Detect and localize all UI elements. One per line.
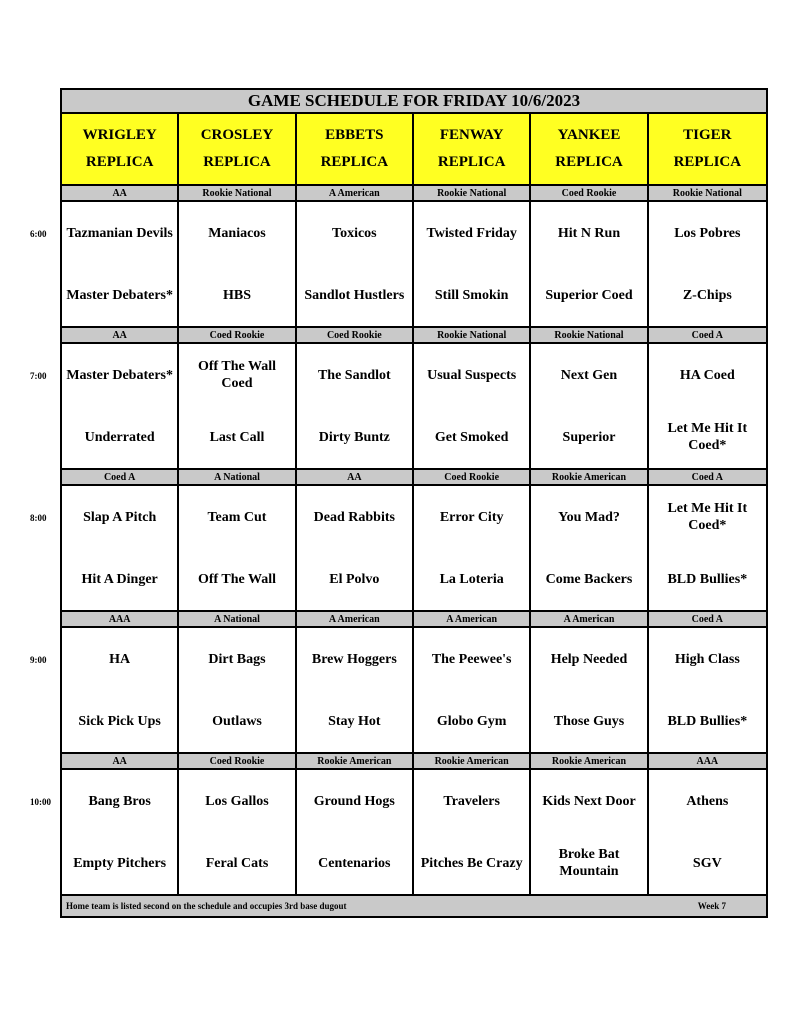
away-team: Brew Hoggers bbox=[311, 651, 397, 667]
division-label: A National bbox=[179, 612, 296, 626]
division-label: Coed A bbox=[62, 470, 179, 484]
game-cell bbox=[531, 628, 648, 752]
division-label: Rookie National bbox=[414, 186, 531, 200]
away-team: Los Gallos bbox=[205, 793, 269, 809]
division-label: AAA bbox=[696, 755, 719, 767]
division-label: Coed A bbox=[691, 329, 724, 341]
game-cell bbox=[414, 628, 531, 752]
division-row bbox=[62, 612, 766, 628]
away-team: Master Debaters* bbox=[66, 367, 173, 383]
game-cell bbox=[297, 344, 414, 468]
home-team: SGV bbox=[692, 855, 722, 871]
game-cell bbox=[414, 486, 531, 610]
division-label: Rookie National bbox=[531, 328, 648, 342]
away-team: Dead Rabbits bbox=[313, 509, 395, 525]
home-team: Dirty Buntz bbox=[318, 429, 390, 445]
week-label: Week 7 bbox=[697, 901, 726, 911]
division-label: Coed Rookie bbox=[179, 754, 296, 768]
game-cell bbox=[297, 770, 414, 894]
field-header-row bbox=[60, 114, 768, 186]
field-header bbox=[297, 114, 414, 186]
time-slot-block bbox=[30, 470, 768, 612]
game-row bbox=[62, 770, 766, 896]
away-team: Tazmanian Devils bbox=[66, 225, 173, 241]
game-cell bbox=[649, 202, 766, 326]
division-label: A American bbox=[531, 612, 648, 626]
game-cell bbox=[179, 202, 296, 326]
division-label: AA bbox=[62, 186, 179, 200]
field-header bbox=[414, 114, 531, 186]
time-label: 8:00 bbox=[30, 513, 47, 523]
away-team: Usual Suspects bbox=[427, 367, 517, 383]
away-team: Los Pobres bbox=[674, 225, 741, 241]
away-team: Slap A Pitch bbox=[83, 509, 157, 525]
away-team: Ground Hogs bbox=[313, 793, 395, 809]
field-name: EBBETS bbox=[325, 127, 384, 143]
game-cell bbox=[531, 486, 648, 610]
division-label: Coed A bbox=[691, 613, 724, 625]
time-slot-block bbox=[30, 754, 768, 896]
division-label: Coed Rookie bbox=[531, 186, 648, 200]
division-label: AA bbox=[297, 470, 414, 484]
schedule-title: GAME SCHEDULE FOR FRIDAY 10/6/2023 bbox=[60, 88, 768, 114]
time-label: 6:00 bbox=[30, 229, 47, 239]
home-team: Feral Cats bbox=[205, 855, 269, 871]
game-cell bbox=[62, 770, 179, 894]
home-team: Let Me Hit It Coed* bbox=[667, 421, 748, 453]
game-cell bbox=[414, 344, 531, 468]
field-header bbox=[62, 114, 179, 186]
division-row bbox=[62, 186, 766, 202]
home-team: Master Debaters* bbox=[66, 287, 173, 303]
game-cell bbox=[297, 486, 414, 610]
field-sub: REPLICA bbox=[673, 154, 742, 170]
field-header bbox=[649, 114, 766, 186]
division-label: Rookie National bbox=[672, 187, 742, 199]
home-team: Outlaws bbox=[212, 713, 262, 729]
home-team: Globo Gym bbox=[436, 713, 507, 729]
time-label: 9:00 bbox=[30, 655, 47, 665]
game-row bbox=[62, 344, 766, 470]
home-team: Z-Chips bbox=[682, 287, 732, 303]
home-team: BLD Bullies* bbox=[667, 713, 748, 729]
home-team: Sick Pick Ups bbox=[78, 713, 161, 729]
field-name: TIGER bbox=[683, 127, 732, 143]
home-team: Superior bbox=[562, 429, 616, 445]
home-team: Off The Wall bbox=[197, 571, 277, 587]
game-cell bbox=[414, 770, 531, 894]
game-row bbox=[62, 628, 766, 754]
away-team: HA bbox=[109, 651, 131, 667]
home-team: El Polvo bbox=[329, 571, 380, 587]
home-team: Superior Coed bbox=[545, 287, 633, 303]
home-team: Pitches Be Crazy bbox=[420, 855, 523, 871]
game-cell bbox=[62, 628, 179, 752]
game-cell bbox=[297, 202, 414, 326]
footer-row bbox=[60, 896, 768, 918]
division-label: A National bbox=[179, 470, 296, 484]
division-row bbox=[62, 754, 766, 770]
away-team: The Peewee's bbox=[431, 651, 512, 667]
game-cell bbox=[531, 344, 648, 468]
away-team: Off The Wall Coed bbox=[197, 359, 277, 391]
away-team: Let Me Hit It Coed* bbox=[667, 501, 748, 533]
away-team: Next Gen bbox=[560, 367, 618, 383]
division-row bbox=[62, 470, 766, 486]
game-cell bbox=[531, 770, 648, 894]
division-label: Rookie American bbox=[297, 754, 414, 768]
away-team: Bang Bros bbox=[88, 793, 151, 809]
division-label: A American bbox=[414, 612, 531, 626]
away-team: Dirt Bags bbox=[208, 651, 266, 667]
home-team: Centenarios bbox=[318, 855, 391, 871]
away-team: Athens bbox=[686, 793, 729, 809]
home-team: Get Smoked bbox=[434, 429, 509, 445]
division-label: Rookie American bbox=[531, 470, 648, 484]
home-team: HBS bbox=[222, 287, 251, 303]
time-label: 7:00 bbox=[30, 371, 47, 381]
game-cell bbox=[62, 344, 179, 468]
time-label: 10:00 bbox=[30, 797, 51, 807]
game-row bbox=[62, 486, 766, 612]
home-team: Broke Bat Mountain bbox=[558, 847, 620, 879]
footer-note: Home team is listed second on the schedule and occupies 3rd base dugout bbox=[66, 901, 347, 911]
away-team: Error City bbox=[439, 509, 504, 525]
away-team: Travelers bbox=[443, 793, 500, 809]
division-label: AA bbox=[62, 754, 179, 768]
division-label: AA bbox=[62, 328, 179, 342]
home-team: Hit A Dinger bbox=[81, 571, 158, 587]
field-header bbox=[179, 114, 296, 186]
schedule-table bbox=[30, 88, 768, 918]
field-header bbox=[531, 114, 648, 186]
game-cell bbox=[62, 486, 179, 610]
division-label: Rookie American bbox=[414, 754, 531, 768]
division-label: Rookie American bbox=[531, 754, 648, 768]
away-team: You Mad? bbox=[558, 509, 620, 525]
time-slot-block bbox=[30, 186, 768, 328]
away-team: Team Cut bbox=[207, 509, 267, 525]
home-team: Still Smokin bbox=[434, 287, 509, 303]
home-team: Come Backers bbox=[545, 571, 633, 587]
division-label: A American bbox=[297, 186, 414, 200]
time-slot-block bbox=[30, 612, 768, 754]
field-name: WRIGLEY bbox=[82, 127, 157, 143]
away-team: Hit N Run bbox=[557, 225, 621, 241]
away-team: Kids Next Door bbox=[542, 793, 636, 809]
game-cell bbox=[414, 202, 531, 326]
division-label: A American bbox=[297, 612, 414, 626]
field-name: FENWAY bbox=[439, 127, 504, 143]
division-row bbox=[62, 328, 766, 344]
away-team: The Sandlot bbox=[317, 367, 391, 383]
game-cell bbox=[179, 486, 296, 610]
away-team: Help Needed bbox=[550, 651, 628, 667]
home-team: Empty Pitchers bbox=[73, 855, 167, 871]
field-sub: REPLICA bbox=[320, 154, 389, 170]
field-name: CROSLEY bbox=[200, 127, 274, 143]
home-team: Last Call bbox=[209, 429, 265, 445]
away-team: Maniacos bbox=[208, 225, 266, 241]
game-cell bbox=[179, 344, 296, 468]
game-cell bbox=[62, 202, 179, 326]
field-sub: REPLICA bbox=[85, 154, 154, 170]
away-team: HA Coed bbox=[679, 367, 735, 383]
game-cell bbox=[531, 202, 648, 326]
home-team: La Loteria bbox=[439, 571, 504, 587]
field-sub: REPLICA bbox=[555, 154, 623, 170]
division-label: Coed A bbox=[691, 471, 724, 483]
home-team: BLD Bullies* bbox=[667, 571, 748, 587]
division-label: Rookie National bbox=[414, 328, 531, 342]
home-team: Sandlot Hustlers bbox=[304, 287, 405, 303]
away-team: High Class bbox=[674, 651, 740, 667]
game-row bbox=[62, 202, 766, 328]
field-sub: REPLICA bbox=[437, 154, 506, 170]
game-cell bbox=[649, 770, 766, 894]
game-cell bbox=[649, 628, 766, 752]
game-cell bbox=[649, 344, 766, 468]
field-sub: REPLICA bbox=[203, 154, 271, 170]
home-team: Underrated bbox=[84, 429, 155, 445]
away-team: Toxicos bbox=[332, 225, 377, 241]
division-label: Rookie National bbox=[179, 186, 296, 200]
division-label: Coed Rookie bbox=[297, 328, 414, 342]
game-cell bbox=[179, 770, 296, 894]
division-label: Coed Rookie bbox=[179, 328, 296, 342]
away-team: Twisted Friday bbox=[426, 225, 517, 241]
game-cell bbox=[297, 628, 414, 752]
division-label: Coed Rookie bbox=[414, 470, 531, 484]
game-cell bbox=[649, 486, 766, 610]
division-label: AAA bbox=[62, 612, 179, 626]
home-team: Stay Hot bbox=[328, 713, 381, 729]
home-team: Those Guys bbox=[553, 713, 625, 729]
field-name: YANKEE bbox=[557, 127, 621, 143]
time-slot-block bbox=[30, 328, 768, 470]
game-cell bbox=[179, 628, 296, 752]
time-slots bbox=[30, 186, 768, 896]
